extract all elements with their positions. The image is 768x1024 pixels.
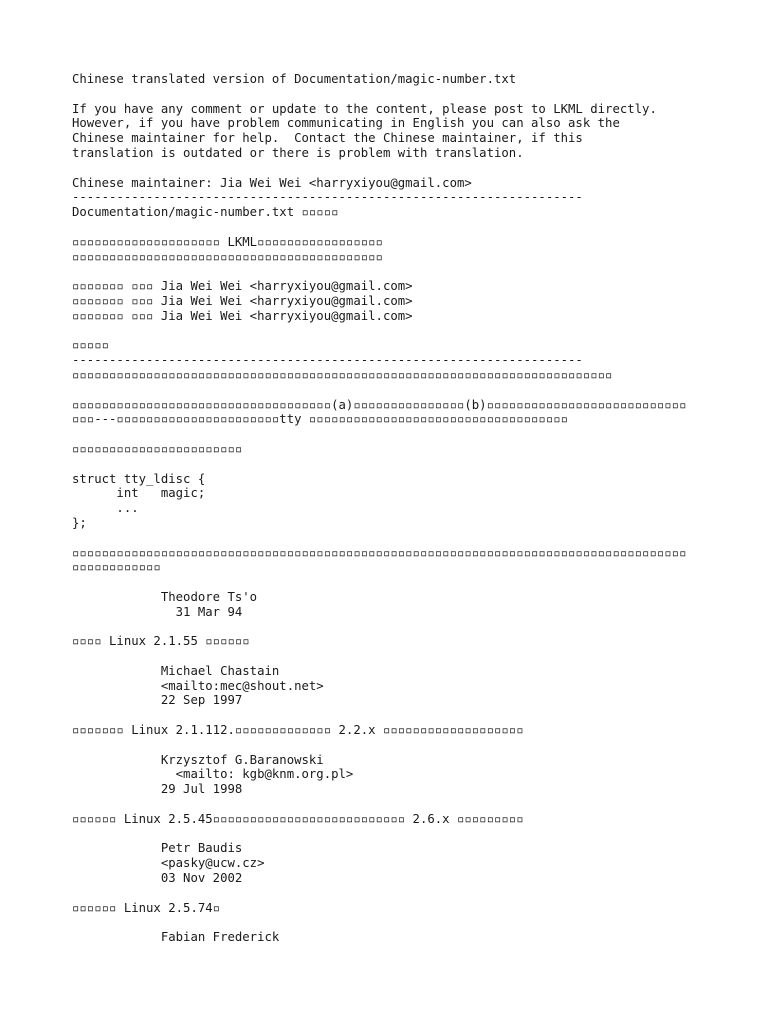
text-line: ▫▫▫▫▫▫▫▫▫▫▫▫▫▫▫▫▫▫▫▫▫▫▫▫▫▫▫▫▫▫▫▫▫▫▫▫▫▫▫▫▫▫▫▫▫▫▫▫▫▫▫▫▫▫▫▫▫▫▫▫▫▫▫▫▫▫▫▫▫▫▫▫▫▫▫▫▫▫▫▫▫▫▫: [72, 545, 687, 560]
text-line: Chinese translated version of Documentation/magic-number.txt: [72, 72, 517, 86]
text-line: [72, 87, 712, 102]
text-line: ▫▫▫▫▫▫▫▫▫▫▫▫: [72, 560, 161, 575]
text-line: [72, 649, 712, 664]
text-line: [72, 797, 712, 812]
text-line: If you have any comment or update to the content, please post to LKML directly.: [72, 101, 657, 116]
text-line: ▫▫▫▫▫▫▫ Linux 2.1.112.▫▫▫▫▫▫▫▫▫▫▫▫▫ 2.2.x ▫▫▫▫▫▫▫▫▫▫▫▫▫▫▫▫▫▫▫: [72, 723, 524, 738]
text-line: ▫▫▫▫▫: [72, 338, 110, 353]
document-body: [72, 72, 712, 945]
text-line: [72, 220, 712, 235]
text-line: [72, 324, 712, 339]
text-line: int magic;: [72, 486, 206, 501]
text-line: ▫▫▫▫▫▫▫ ▫▫▫ Jia Wei Wei <harryxiyou@gmail.com>: [72, 308, 413, 323]
text-line: Chinese maintainer: Jia Wei Wei <harryxiyou@gmail.com>: [72, 175, 472, 190]
text-line: ▫▫▫▫▫▫▫▫▫▫▫▫▫▫▫▫▫▫▫▫▫▫▫▫▫▫▫▫▫▫▫▫▫▫▫▫▫▫▫▫▫▫: [72, 249, 383, 264]
text-line: ---------------------------------------------------------------------: [72, 353, 583, 368]
text-line: However, if you have problem communicating in English you can also ask the: [72, 116, 620, 131]
text-line: [72, 383, 712, 398]
text-line: Chinese maintainer for help. Contact the Chinese maintainer, if this: [72, 131, 583, 146]
text-line: [72, 161, 712, 176]
text-line: [72, 619, 712, 634]
text-line: ▫▫▫▫▫▫▫▫▫▫▫▫▫▫▫▫▫▫▫▫▫▫▫▫▫▫▫▫▫▫▫▫▫▫▫(a)▫▫▫▫▫▫▫▫▫▫▫▫▫▫▫(b)▫▫▫▫▫▫▫▫▫▫▫▫▫▫▫▫▫▫▫▫▫▫▫▫▫▫▫: [72, 397, 687, 412]
text-line: ▫▫▫---▫▫▫▫▫▫▫▫▫▫▫▫▫▫▫▫▫▫▫▫▫▫tty ▫▫▫▫▫▫▫▫▫▫▫▫▫▫▫▫▫▫▫▫▫▫▫▫▫▫▫▫▫▫▫▫▫▫▫: [72, 412, 569, 427]
text-line: translation is outdated or there is problem with translation.: [72, 145, 524, 160]
text-line: Michael Chastain: [72, 663, 280, 678]
text-line: Theodore Ts'o: [72, 589, 258, 604]
text-line: ▫▫▫▫▫▫▫ ▫▫▫ Jia Wei Wei <harryxiyou@gmail.com>: [72, 279, 413, 294]
text-line: ▫▫▫▫▫▫▫▫▫▫▫▫▫▫▫▫▫▫▫▫▫▫▫▫▫▫▫▫▫▫▫▫▫▫▫▫▫▫▫▫▫▫▫▫▫▫▫▫▫▫▫▫▫▫▫▫▫▫▫▫▫▫▫▫▫▫▫▫▫▫▫▫▫: [72, 367, 613, 382]
text-line: [72, 427, 712, 442]
text-line: [72, 915, 712, 930]
text-line: ▫▫▫▫▫▫▫▫▫▫▫▫▫▫▫▫▫▫▫▫▫▫▫: [72, 441, 243, 456]
text-line: ▫▫▫▫▫▫ Linux 2.5.74▫: [72, 900, 221, 915]
text-line: <mailto: kgb@knm.org.pl>: [72, 767, 354, 782]
text-line: <pasky@ucw.cz>: [72, 856, 265, 871]
text-line: 29 Jul 1998: [72, 782, 243, 797]
text-line: <mailto:mec@shout.net>: [72, 678, 324, 693]
text-line: ...: [72, 501, 139, 516]
text-line: Fabian Frederick: [72, 930, 280, 945]
text-line: [72, 886, 712, 901]
text-line: [72, 708, 712, 723]
text-line: 22 Sep 1997: [72, 693, 243, 708]
text-line: struct tty_ldisc {: [72, 471, 206, 486]
text-line: ▫▫▫▫▫▫ Linux 2.5.45▫▫▫▫▫▫▫▫▫▫▫▫▫▫▫▫▫▫▫▫▫▫▫▫▫▫ 2.6.x ▫▫▫▫▫▫▫▫▫: [72, 811, 524, 826]
text-line: ▫▫▫▫▫▫▫ ▫▫▫ Jia Wei Wei <harryxiyou@gmail.com>: [72, 293, 413, 308]
text-line: Documentation/magic-number.txt ▫▫▫▫▫: [72, 205, 339, 220]
text-line: [72, 827, 712, 842]
text-line: };: [72, 515, 87, 530]
text-line: 03 Nov 2002: [72, 871, 243, 886]
text-line: 31 Mar 94: [72, 604, 243, 619]
text-line: [72, 738, 712, 753]
text-line: [72, 264, 712, 279]
text-line: [72, 531, 712, 546]
text-line: ▫▫▫▫▫▫▫▫▫▫▫▫▫▫▫▫▫▫▫▫ LKML▫▫▫▫▫▫▫▫▫▫▫▫▫▫▫▫▫: [72, 234, 383, 249]
text-line: Krzysztof G.Baranowski: [72, 752, 324, 767]
text-line: Petr Baudis: [72, 841, 243, 856]
text-line: ▫▫▫▫ Linux 2.1.55 ▫▫▫▫▫▫: [72, 634, 250, 649]
text-line: ---------------------------------------------------------------------: [72, 190, 583, 205]
text-line: [72, 457, 712, 472]
text-line: [72, 575, 712, 590]
